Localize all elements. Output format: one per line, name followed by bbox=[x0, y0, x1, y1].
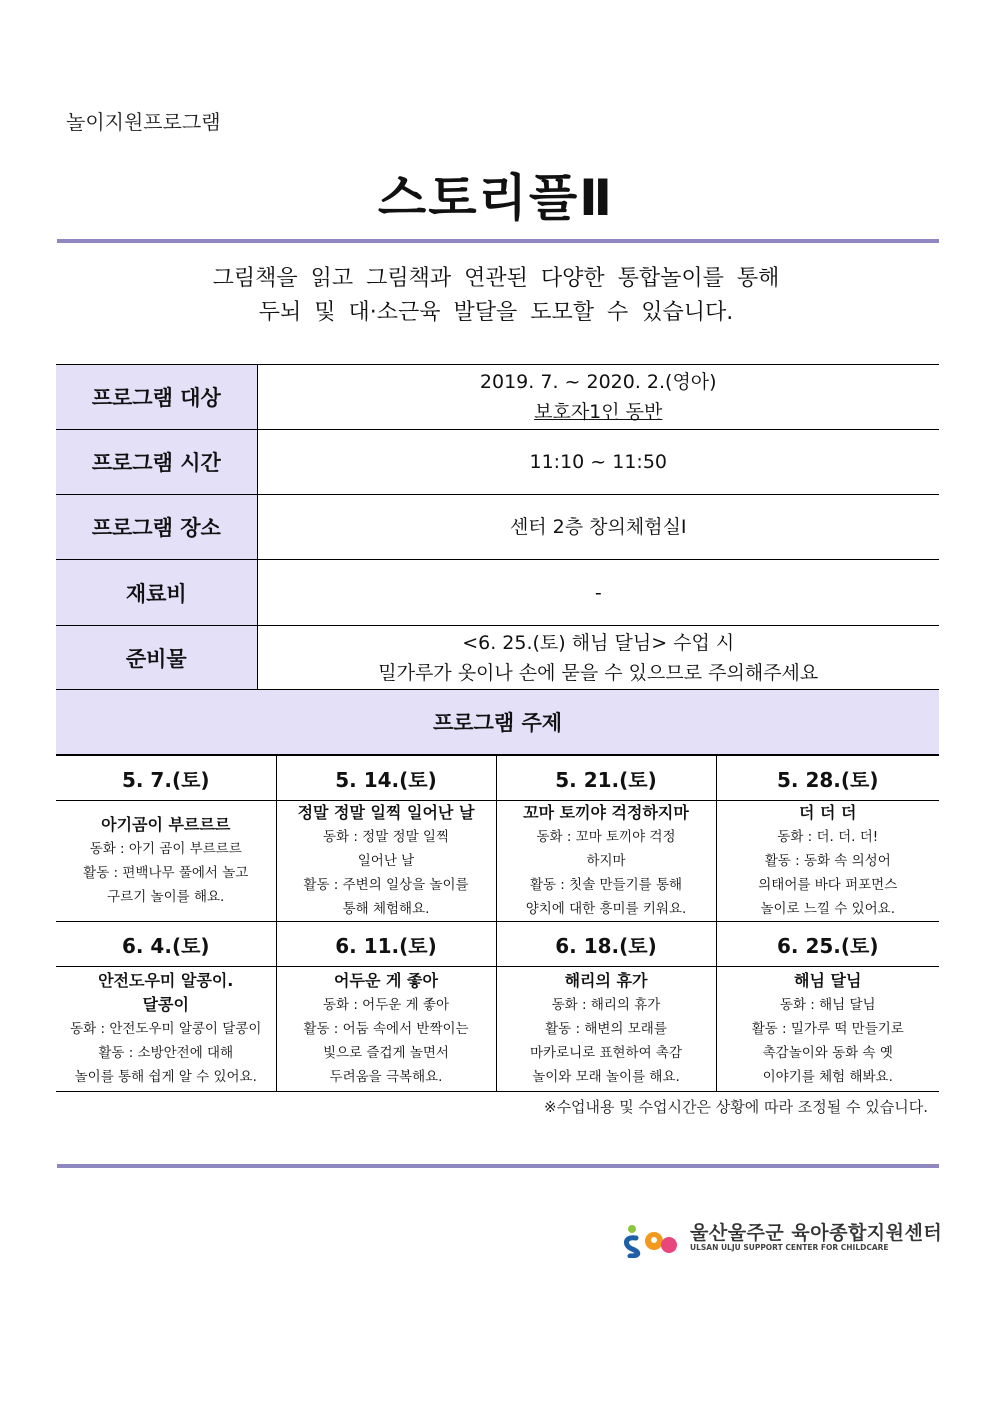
session-date: 5. 28.(토) bbox=[716, 756, 939, 801]
session-cell bbox=[276, 801, 496, 922]
session-detail: 활동 : 소방안전에 대해 bbox=[98, 1045, 234, 1061]
session-detail: 동화 : 해리의 휴가 bbox=[551, 997, 661, 1013]
session-detail: 활동 : 어둠 속에서 반짝이는 bbox=[303, 1021, 469, 1037]
session-detail: 일어난 날 bbox=[357, 853, 415, 869]
bottom-divider bbox=[57, 1164, 939, 1168]
schedule-table bbox=[56, 755, 939, 1092]
info-row-target bbox=[56, 365, 939, 430]
session-date: 6. 25.(토) bbox=[716, 922, 939, 967]
target-value bbox=[257, 365, 939, 430]
session-cell bbox=[496, 967, 716, 1092]
session-detail: 빛으로 즐겁게 놀면서 bbox=[323, 1045, 449, 1061]
session-detail: 통해 체험해요. bbox=[342, 901, 430, 917]
session-date: 5. 21.(토) bbox=[496, 756, 716, 801]
session-title: 더 더 더 bbox=[798, 803, 857, 822]
session-detail: 마카로니로 표현하여 촉감 bbox=[529, 1045, 683, 1061]
session-detail: 동화 : 꼬마 토끼야 걱정 bbox=[536, 829, 676, 845]
schedule-session-row bbox=[56, 801, 939, 922]
center-name-korean: 울산울주군 육아종합지원센터 bbox=[690, 1222, 943, 1244]
time-value: 11:10 ~ 11:50 bbox=[257, 430, 939, 495]
session-detail: 활동 : 동화 속 의성어 bbox=[764, 853, 891, 869]
program-category: 놀이지원프로그램 bbox=[66, 110, 221, 134]
session-date: 5. 7.(토) bbox=[56, 756, 276, 801]
info-row-time bbox=[56, 430, 939, 495]
session-title: 달콩이 bbox=[142, 995, 189, 1014]
info-row-prep bbox=[56, 626, 939, 690]
session-detail: 동화 : 정말 정말 일찍 bbox=[322, 829, 450, 845]
center-logo-mark bbox=[620, 1216, 686, 1258]
session-detail: 의태어를 바다 퍼포먼스 bbox=[758, 877, 898, 893]
session-detail: 이야기를 체험 해봐요. bbox=[762, 1069, 893, 1085]
session-detail: 구르기 놀이를 해요. bbox=[107, 889, 225, 905]
top-divider bbox=[57, 239, 939, 243]
target-period: 2019. 7. ~ 2020. 2.(영아) bbox=[479, 371, 717, 393]
prep-line-2: 밀가루가 옷이나 손에 묻을 수 있으므로 주의해주세요 bbox=[378, 661, 819, 684]
session-date: 6. 18.(토) bbox=[496, 922, 716, 967]
session-detail: 활동 : 해변의 모래를 bbox=[545, 1021, 667, 1037]
session-cell bbox=[56, 967, 276, 1092]
session-detail: 동화 : 어두운 게 좋아 bbox=[322, 997, 450, 1013]
program-intro bbox=[0, 262, 992, 330]
session-detail: 활동 : 주변의 일상을 놀이를 bbox=[303, 877, 469, 893]
target-label: 프로그램 대상 bbox=[56, 365, 257, 430]
fee-value: - bbox=[257, 560, 939, 626]
session-detail: 놀이를 통해 쉽게 알 수 있어요. bbox=[74, 1069, 257, 1085]
program-info-table bbox=[56, 364, 939, 690]
session-detail: 활동 : 밀가루 떡 만들기로 bbox=[751, 1021, 904, 1037]
session-detail: 촉감놀이와 동화 속 옛 bbox=[762, 1045, 893, 1061]
prep-value bbox=[257, 626, 939, 690]
session-cell bbox=[276, 967, 496, 1092]
session-cell bbox=[56, 801, 276, 922]
info-row-fee bbox=[56, 560, 939, 626]
page-title: 스토리플Ⅱ bbox=[377, 169, 615, 227]
session-date: 6. 11.(토) bbox=[276, 922, 496, 967]
center-logo bbox=[620, 1216, 943, 1258]
session-title: 아기곰이 부르르르 bbox=[101, 815, 231, 834]
theme-heading: 프로그램 주제 bbox=[56, 690, 939, 755]
session-title: 해리의 휴가 bbox=[564, 971, 648, 990]
session-detail: 동화 : 더. 더. 더! bbox=[777, 829, 879, 845]
place-value: 센터 2층 창의체험실Ⅰ bbox=[257, 495, 939, 560]
session-title: 안전도우미 알콩이. bbox=[98, 971, 234, 990]
session-cell bbox=[716, 801, 939, 922]
schedule-session-row bbox=[56, 967, 939, 1092]
center-name-english: ULSAN ULJU SUPPORT CENTER FOR CHILDCARE bbox=[690, 1243, 889, 1252]
fee-label: 재료비 bbox=[56, 560, 257, 626]
schedule-date-row bbox=[56, 922, 939, 967]
intro-line-2: 두뇌 및 대·소근육 발달을 도모할 수 있습니다. bbox=[258, 300, 734, 325]
session-detail: 활동 : 칫솔 만들기를 통해 bbox=[529, 877, 683, 893]
session-title: 해님 달님 bbox=[794, 971, 862, 990]
session-detail: 동화 : 아기 곰이 부르르르 bbox=[89, 841, 242, 857]
session-title: 정말 정말 일찍 일어난 날 bbox=[297, 803, 475, 822]
time-label: 프로그램 시간 bbox=[56, 430, 257, 495]
target-condition: 보호자1인 동반 bbox=[534, 401, 663, 423]
prep-label: 준비물 bbox=[56, 626, 257, 690]
session-date: 6. 4.(토) bbox=[56, 922, 276, 967]
session-detail: 동화 : 해님 달님 bbox=[779, 997, 876, 1013]
schedule-note: ※수업내용 및 수업시간은 상황에 따라 조정될 수 있습니다. bbox=[544, 1098, 928, 1116]
session-cell bbox=[716, 967, 939, 1092]
schedule-date-row bbox=[56, 756, 939, 801]
session-detail: 하지마 bbox=[586, 853, 626, 869]
info-row-place bbox=[56, 495, 939, 560]
place-label: 프로그램 장소 bbox=[56, 495, 257, 560]
session-detail: 놀이로 느낄 수 있어요. bbox=[760, 901, 896, 917]
session-title: 꼬마 토끼야 걱정하지마 bbox=[523, 803, 689, 822]
session-detail: 놀이와 모래 놀이를 해요. bbox=[532, 1069, 680, 1085]
session-detail: 활동 : 편백나무 풀에서 놀고 bbox=[83, 865, 249, 881]
session-detail: 동화 : 안전도우미 알콩이 달콩이 bbox=[70, 1021, 262, 1037]
session-date: 5. 14.(토) bbox=[276, 756, 496, 801]
session-title: 어두운 게 좋아 bbox=[334, 971, 438, 990]
session-detail: 두려움을 극복해요. bbox=[329, 1069, 443, 1085]
intro-line-1: 그림책을 읽고 그림책과 연관된 다양한 통합놀이를 통해 bbox=[212, 266, 780, 291]
session-cell bbox=[496, 801, 716, 922]
prep-line-1: <6. 25.(토) 해님 달님> 수업 시 bbox=[462, 631, 735, 654]
session-detail: 양치에 대한 흥미를 키워요. bbox=[525, 901, 687, 917]
